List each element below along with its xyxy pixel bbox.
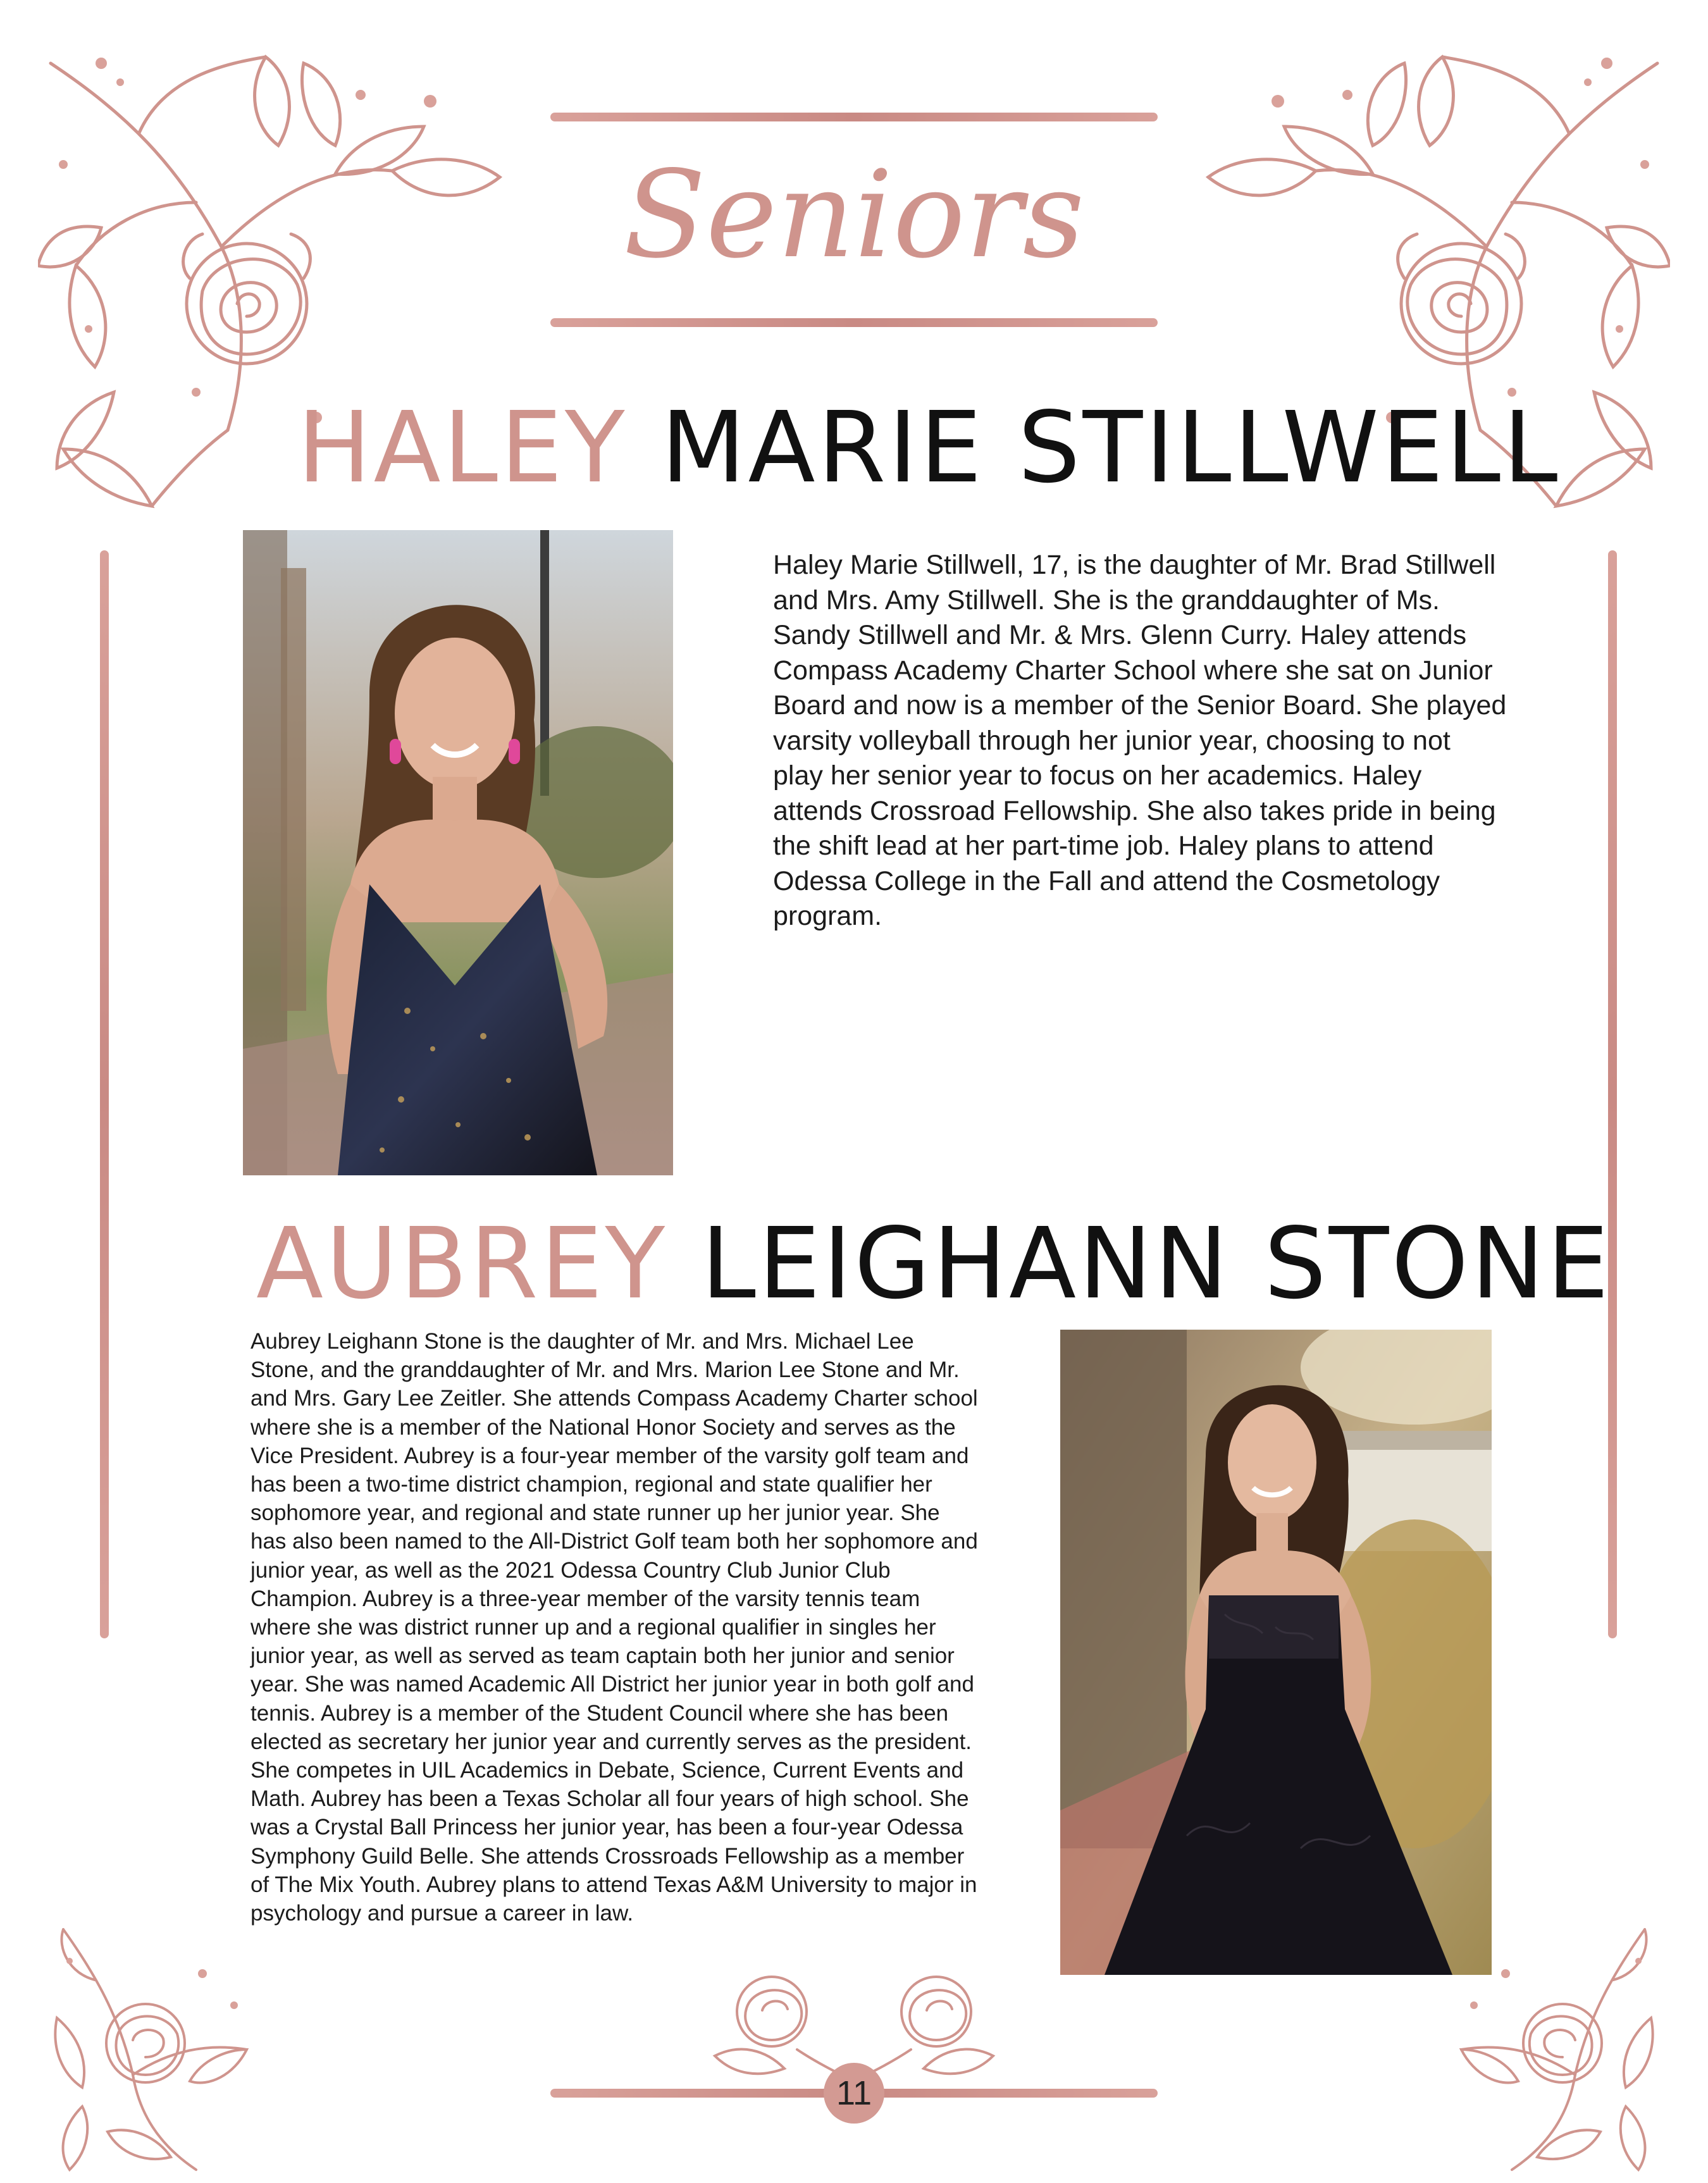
page-number-badge [824, 2063, 884, 2124]
senior1-first-name: HALEY [297, 390, 628, 505]
header-top-rule [550, 113, 1158, 121]
senior2-name [256, 1206, 1612, 1321]
senior2-first-name: AUBREY [256, 1206, 668, 1321]
senior2-bio: Aubrey Leighann Stone is the daughter of Mr. and Mrs. Michael Lee Stone, and the granddaughter of Mr. and Mrs. Marion Lee Stone and Mr. and Mrs. Gary Lee Zeitler. She attends Compass Academy Charter school where she is a member of the National Honor Society and serves as the Vice President. Aubrey is a four-year member of the varsity golf team and has been a two-time district champion, regional and state qualifier her sophomore year, and regional and state runner up her junior year. She has also been named to the All-District Golf team both her sophomore and junior year, as well as the 2021 Odessa Country Club Junior Club Champion. Aubrey is a three-year member of the varsity tennis team where she was district runner up and a regional qualifier in singles her junior year, as well as served as team captain both her junior and senior year. She was named Academic All District her junior year in both golf and tennis. Aubrey is a member of the Student Council where she has been elected as secretary her junior year and currently serves as the president. She competes in UIL Academics in Debate, Science, Current Events and Math. Aubrey has been a Texas Scholar all four years of high school. She was a Crystal Ball Princess her junior year, has been a four-year Odessa Symphony Guild Belle. She attends Crossroads Fellowship as a member of The Mix Youth. Aubrey plans to attend Texas A&M University to major in psychology and pursue a career in law. [251, 1329, 978, 1926]
senior1-portrait-illustration [243, 530, 673, 1175]
floral-bottom-left-icon [44, 1923, 285, 2176]
left-side-rule [100, 550, 109, 1638]
senior1-last-name: MARIE STILLWELL [660, 390, 1561, 505]
senior2-last-name: LEIGHANN STONE [701, 1206, 1612, 1321]
senior1-name [297, 390, 1561, 505]
senior2-portrait-illustration [1060, 1330, 1492, 1975]
senior1-bio: Haley Marie Stillwell, 17, is the daughter of Mr. Brad Stillwell and Mrs. Amy Stillwell. She is the granddaughter of Ms. Sandy Stillwell and Mr. & Mrs. Glenn Curry. Haley attends Compass Academy Charter School where she sat on Junior Board and now is a member of the Senior Board. She played varsity volleyball through her junior year, choosing to not play her senior year to focus on her academics. Haley attends Crossroad Fellowship. She also takes pride in being the shift lead at her part-time job. Haley plans to attend Odessa College in the Fall and attend the Cosmetology program. [773, 550, 1507, 931]
senior2-portrait-photo [1060, 1330, 1492, 1975]
right-side-rule [1608, 550, 1617, 1638]
header-bottom-rule [550, 318, 1158, 327]
page-number: 11 [836, 2074, 872, 2112]
page-title: Seniors [623, 145, 1085, 285]
senior1-portrait-photo [243, 530, 673, 1175]
